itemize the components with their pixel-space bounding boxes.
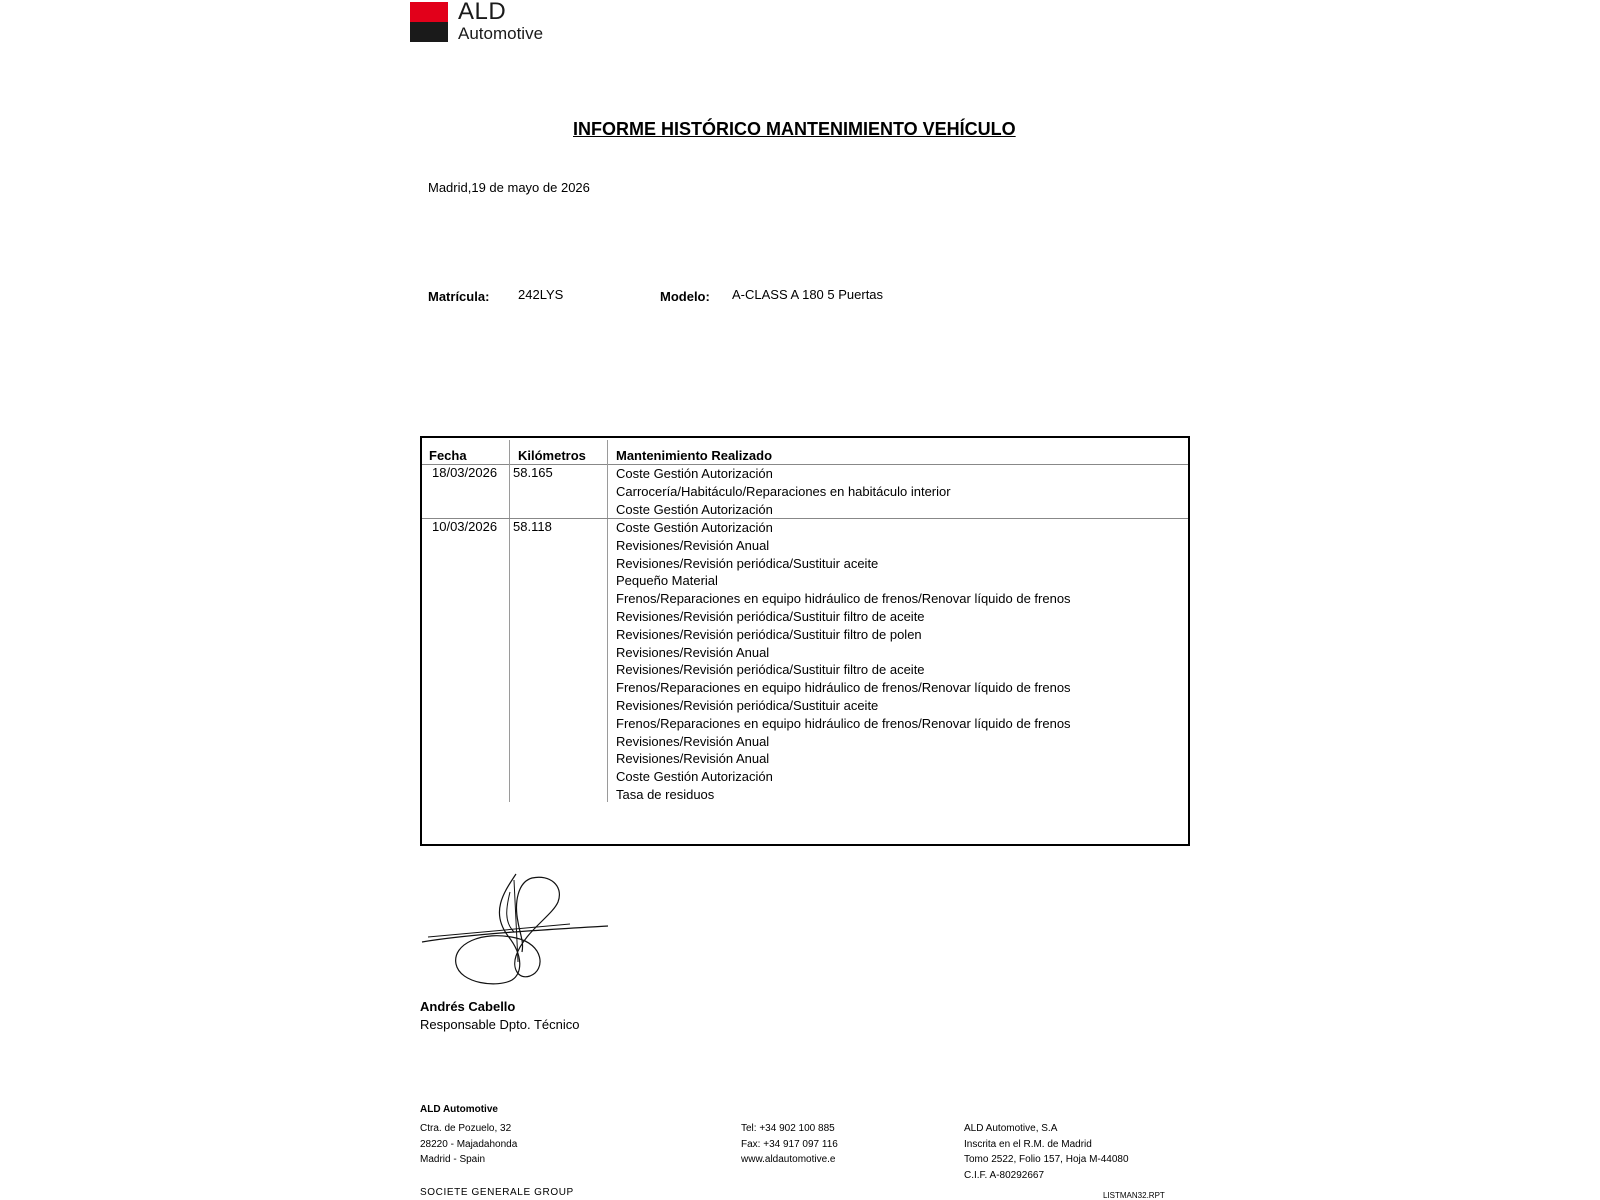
footer-address-line: Ctra. de Pozuelo, 32 <box>420 1123 512 1134</box>
row-km: 58.165 <box>513 465 553 480</box>
model-label: Modelo: <box>660 289 710 304</box>
footer-company: ALD Automotive <box>420 1104 498 1115</box>
maintenance-item: Revisiones/Revisión periódica/Sustituir aceite <box>616 697 879 713</box>
handwritten-signature <box>420 872 610 990</box>
maintenance-item: Revisiones/Revisión Anual <box>616 751 770 767</box>
table-row <box>422 519 1188 809</box>
logo-text-automotive: Automotive <box>458 24 544 43</box>
maintenance-item: Revisiones/Revisión periódica/Sustituir filtro de polen <box>616 626 922 642</box>
maintenance-item: Revisiones/Revisión Anual <box>616 644 770 660</box>
maintenance-item: Revisiones/Revisión Anual <box>616 733 770 749</box>
footer-address-line: 28220 - Majadahonda <box>420 1138 518 1150</box>
footer-group: SOCIETE GENERALE GROUP <box>420 1187 574 1198</box>
report-code: LISTMAN32.RPT <box>1103 1191 1165 1200</box>
maintenance-item: Revisiones/Revisión periódica/Sustituir filtro de aceite <box>616 662 925 678</box>
footer-legal-line: ALD Automotive, S.A <box>964 1123 1058 1134</box>
footer-address <box>420 1121 517 1168</box>
row-km: 58.118 <box>513 519 552 534</box>
signatory-role: Responsable Dpto. Técnico <box>420 1017 580 1032</box>
maintenance-item: Frenos/Reparaciones en equipo hidráulico de frenos/Renovar líquido de frenos <box>616 591 1071 607</box>
table-row <box>422 465 1188 519</box>
maintenance-item: Coste Gestión Autorización <box>616 466 773 481</box>
model-value: A-CLASS A 180 5 Puertas <box>732 287 884 302</box>
maintenance-item: Frenos/Reparaciones en equipo hidráulico de frenos/Renovar líquido de frenos <box>616 715 1071 731</box>
maintenance-item: Coste Gestión Autorización <box>616 769 773 785</box>
footer-phone: Tel: +34 902 100 885 <box>741 1123 835 1134</box>
footer-website: www.aldautomotive.e <box>741 1154 836 1165</box>
maintenance-item: Frenos/Reparaciones en equipo hidráulico de frenos/Renovar líquido de frenos <box>616 680 1071 696</box>
row-items <box>616 519 1071 804</box>
signatory-name: Andrés Cabello <box>420 999 516 1014</box>
header-maintenance: Mantenimiento Realizado <box>616 448 773 463</box>
ald-logo <box>410 2 560 42</box>
footer-legal-line: Inscrita en el R.M. de Madrid <box>964 1138 1092 1150</box>
maintenance-item: Pequeño Material <box>616 573 718 589</box>
maintenance-item: Revisiones/Revisión Anual <box>616 537 770 553</box>
header-date: Fecha <box>429 448 467 463</box>
logo-black-block <box>410 22 448 42</box>
document-title: INFORME HISTÓRICO MANTENIMIENTO VEHÍCULO <box>573 119 1016 139</box>
footer-legal-line: Tomo 2522, Folio 157, Hoja M-44080 <box>964 1154 1129 1165</box>
plate-label: Matrícula: <box>428 289 490 304</box>
row-date: 10/03/2026 <box>432 519 498 534</box>
place-date: Madrid,19 de mayo de 2026 <box>428 180 590 195</box>
maintenance-item: Revisiones/Revisión periódica/Sustituir filtro de aceite <box>616 608 925 624</box>
row-items <box>616 465 951 518</box>
row-date: 18/03/2026 <box>432 465 498 480</box>
plate-value: 242LYS <box>518 287 564 302</box>
table-header <box>422 438 1188 465</box>
logo-red-block <box>410 2 448 22</box>
maintenance-item: Revisiones/Revisión periódica/Sustituir aceite <box>616 555 879 571</box>
footer-contact <box>741 1121 838 1168</box>
footer-legal-line: C.I.F. A-80292667 <box>964 1169 1045 1181</box>
footer-fax: Fax: +34 917 097 116 <box>741 1138 838 1150</box>
header-km: Kilómetros <box>518 448 586 463</box>
maintenance-item: Coste Gestión Autorización <box>616 501 773 517</box>
footer-address-line: Madrid - Spain <box>420 1154 486 1165</box>
maintenance-item: Tasa de residuos <box>616 786 715 802</box>
maintenance-table <box>420 436 1190 846</box>
logo-text-ald: ALD <box>458 0 507 25</box>
maintenance-item: Coste Gestión Autorización <box>616 520 773 535</box>
footer-legal <box>964 1121 1129 1183</box>
maintenance-item: Carrocería/Habitáculo/Reparaciones en habitáculo interior <box>616 483 951 499</box>
